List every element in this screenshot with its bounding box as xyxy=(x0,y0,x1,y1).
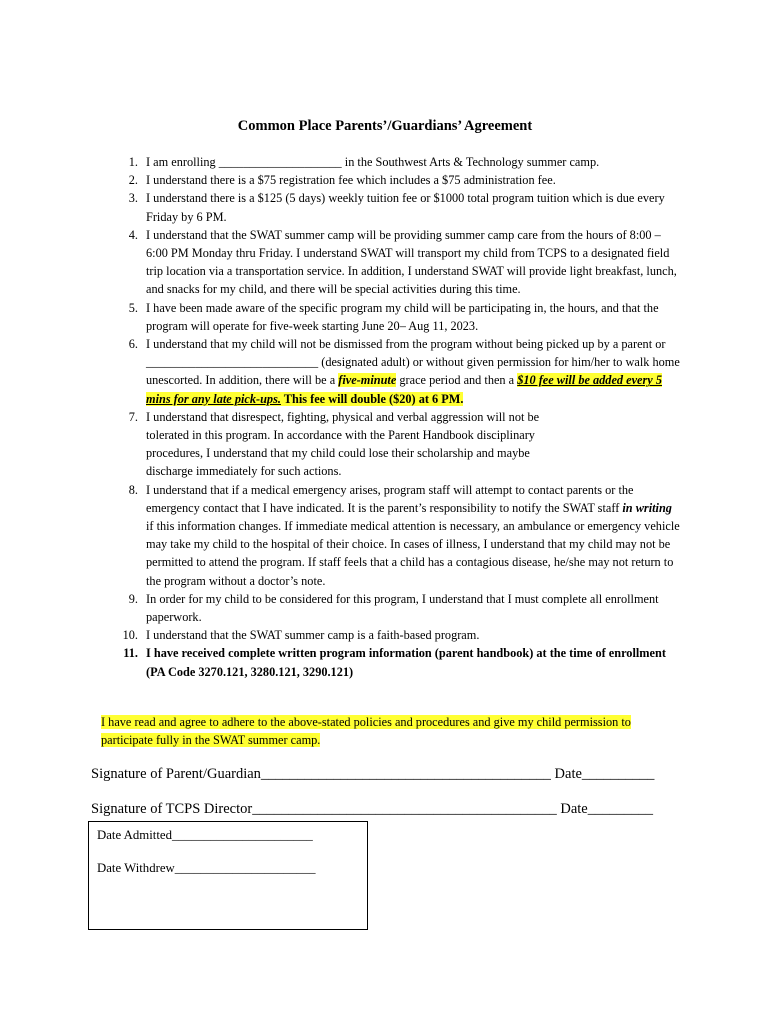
item-number: 1. xyxy=(128,155,138,169)
item-text: I have been made aware of the specific program my child will be participating in, the hours, and that the program will operate for five-week starting June 20– Aug 11, 2023. xyxy=(146,300,659,333)
office-use-box xyxy=(88,821,368,930)
item-text: I understand that the SWAT summer camp is a faith-based program. xyxy=(146,628,480,643)
item-number: 9. xyxy=(128,591,138,606)
list-item xyxy=(106,189,680,225)
agreement-statement xyxy=(101,713,681,749)
item-text: I understand that the SWAT summer camp will be providing summer camp care from the hours of 8:00 – 6:00 PM Monday thru Friday. I understand SWAT will transport my child from TCPS to a designated field trip location via a transportation service. In addition, I understand SWAT will provide light breakfast, lunch, and snacks for my child, and there will be special activities during this time. xyxy=(146,227,677,297)
agreement-list xyxy=(106,153,680,681)
item-number: 10. xyxy=(122,628,138,643)
list-item xyxy=(106,153,680,171)
date-withdrew-field[interactable]: Date Withdrew______________________ xyxy=(97,861,316,875)
item-text: I understand that disrespect, fighting, physical and verbal aggression will not be tolerated in this program. In accordance with the Parent Handbook disciplinary procedures, I understand that my child could lose their scholarship and maybe discharge immediately for such actions. xyxy=(146,409,540,479)
parent-signature-line[interactable]: Signature of Parent/Guardian________________________________________ Date__________ xyxy=(91,766,655,782)
item-text: I understand that if a medical emergency arises, program staff will attempt to contact parents or the emergency contact that I have indicated. It is the parent’s responsibility to notify the SWAT staff xyxy=(146,482,634,515)
list-item xyxy=(106,644,680,680)
list-item xyxy=(106,626,680,644)
item-text: grace period and then a xyxy=(396,373,518,388)
list-item xyxy=(106,590,680,626)
date-admitted-field[interactable]: Date Admitted______________________ xyxy=(97,828,313,842)
item-text: In order for my child to be considered for this program, I understand that I must complete all enrollment paperwork. xyxy=(146,591,659,625)
list-item xyxy=(106,299,680,335)
in-writing-emphasis: in writing xyxy=(622,500,672,515)
item-number: 11. xyxy=(123,646,138,661)
list-item xyxy=(106,171,680,189)
item-number: 5. xyxy=(128,300,138,315)
item-text: if this information changes. If immediate medical attention is necessary, an ambulance or emergency vehicle may take my child to the hospital of their choice. In cases of illness, I understand that my child may not be permitted to attend the program. If staff feels that a child has a contagious disease, he/she may not return to the program without a doctor’s note. xyxy=(146,519,680,588)
item-number: 8. xyxy=(128,482,138,497)
item-text: I understand there is a $75 registration fee which includes a $75 administration fee. xyxy=(146,173,556,188)
page-title: Common Place Parents’/Guardians’ Agreement xyxy=(237,118,533,134)
item-text: I am enrolling ____________________ in the Southwest Arts & Technology summer camp. xyxy=(146,155,600,169)
late-fee-double: This fee will double ($20) at 6 PM. xyxy=(280,391,464,406)
list-item xyxy=(106,226,680,299)
agreement-text: I have read and agree to adhere to the above-stated policies and procedures and give my child permission to participate fully in the SWAT summer camp. xyxy=(101,715,631,748)
item-number: 3. xyxy=(128,191,138,206)
item-text: I have received complete written program information (parent handbook) at the time of enrollment (PA Code 3270.121, 3280.121, 3290.121) xyxy=(146,646,666,679)
item-number: 6. xyxy=(128,337,138,352)
item-text: I understand there is a $125 (5 days) weekly tuition fee or $1000 total program tuition which is due every Friday by 6 PM. xyxy=(146,191,665,224)
item-number: 7. xyxy=(128,409,138,424)
item-text: I understand that my child will not be dismissed from the program without being picked up by a parent or ____________________________ (designated adult) or without given permission for him/her to walk home unescorted. In addition, there will be a xyxy=(146,337,680,388)
list-item xyxy=(106,335,680,408)
grace-period-emphasis: five-minute xyxy=(338,373,397,388)
item-number: 4. xyxy=(128,227,138,242)
list-item xyxy=(106,408,680,481)
director-signature-line[interactable]: Signature of TCPS Director__________________________________________ Date_________ xyxy=(91,801,653,817)
item-number: 2. xyxy=(128,173,138,188)
late-fee-emphasis: $10 fee will be added every 5 mins for any late pick-ups. xyxy=(146,373,662,406)
list-item xyxy=(106,481,680,590)
